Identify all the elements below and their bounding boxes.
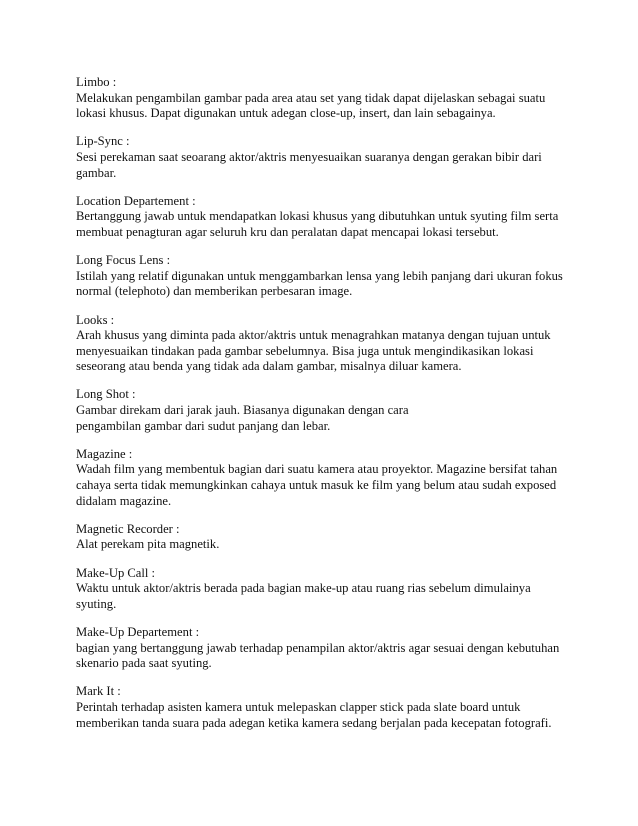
definition-line: menyesuaikan tindakan pada gambar sebelumnya. Bisa juga untuk mengindikasikan lokasi (76, 343, 534, 358)
glossary-term: Limbo : (76, 75, 117, 89)
definition-line: Istilah yang relatif digunakan untuk menggambarkan lensa yang lebih panjang dari ukuran fokus (76, 268, 563, 283)
definition-line: Sesi perekaman saat seoarang aktor/aktris menyesuaikan suaranya dengan gerakan bibir dari (76, 149, 542, 164)
glossary-term: Mark It : (76, 684, 121, 699)
glossary-term: Make-Up Call : (76, 565, 156, 580)
definition-line: lokasi khusus. Dapat digunakan untuk adegan close-up, insert, dan lain sebagainya. (76, 106, 496, 121)
definition-line: normal (telephoto) dan memberikan perbesaran image. (76, 284, 353, 299)
glossary-entry (76, 522, 576, 553)
glossary-entry (76, 75, 576, 122)
definition-line: syuting. (76, 596, 117, 611)
definition-line: Gambar direkam dari jarak jauh. Biasanya digunakan dengan cara (76, 403, 409, 418)
glossary-term: Location Departement : (76, 193, 196, 208)
glossary-term: Magnetic Recorder : (76, 521, 180, 536)
definition-line: didalam magazine. (76, 493, 172, 508)
glossary-term: Long Shot : (76, 387, 136, 402)
definition-line: Waktu untuk aktor/aktris berada pada bagian make-up atau ruang rias sebelum dimulainya (76, 581, 531, 596)
definition-line: gambar. (76, 165, 117, 180)
glossary-entry (76, 447, 576, 509)
definition-line: Perintah terhadap asisten kamera untuk melepaskan clapper stick pada slate board untuk (76, 699, 521, 714)
definition-line: Melakukan pengambilan gambar pada area atau set yang tidak dapat dijelaskan sebagai suatu (76, 90, 546, 105)
glossary-entry (76, 387, 576, 434)
glossary-term: Make-Up Departement : (76, 624, 200, 639)
glossary-body (76, 75, 576, 744)
definition-line: seseorang atau benda yang tidak ada dalam gambar, misalnya diluar kamera. (76, 359, 462, 374)
definition-line: cahaya serta tidak memungkinkan cahaya untuk masuk ke film yang belum atau sudah exposed (76, 478, 557, 493)
glossary-entry (76, 253, 576, 300)
glossary-entry (76, 194, 576, 241)
definition-line: Alat perekam pita magnetik. (76, 537, 220, 552)
definition-line: memberikan tanda suara pada adegan ketika kamera sedang berjalan pada kecepatan fotografi. (76, 715, 552, 730)
definition-line: Bertanggung jawab untuk mendapatkan lokasi khusus yang dibutuhkan untuk syuting film serta (76, 209, 559, 224)
definition-line: Wadah film yang membentuk bagian dari suatu kamera atau proyektor. Magazine bersifat tahan (76, 462, 558, 477)
glossary-entry (76, 313, 576, 375)
glossary-term: Lip-Sync : (76, 134, 130, 149)
glossary-entry (76, 134, 576, 181)
definition-line: skenario pada saat syuting. (76, 656, 212, 671)
definition-line: bagian yang bertanggung jawab terhadap penampilan aktor/aktris agar sesuai dengan kebutuhan (76, 640, 560, 655)
glossary-entry (76, 625, 576, 672)
glossary-term: Magazine : (76, 446, 133, 461)
glossary-term: Long Focus Lens : (76, 253, 171, 268)
glossary-term: Looks : (76, 312, 115, 327)
definition-line: Arah khusus yang diminta pada aktor/aktris untuk menagrahkan matanya dengan tujuan untuk (76, 328, 551, 343)
definition-line: pengambilan gambar dari sudut panjang dan lebar. (76, 418, 331, 433)
definition-line: membuat penagturan agar seluruh kru dan peralatan dapat mencapai lokasi tersebut. (76, 224, 499, 239)
glossary-entry (76, 684, 576, 731)
glossary-entry (76, 566, 576, 613)
